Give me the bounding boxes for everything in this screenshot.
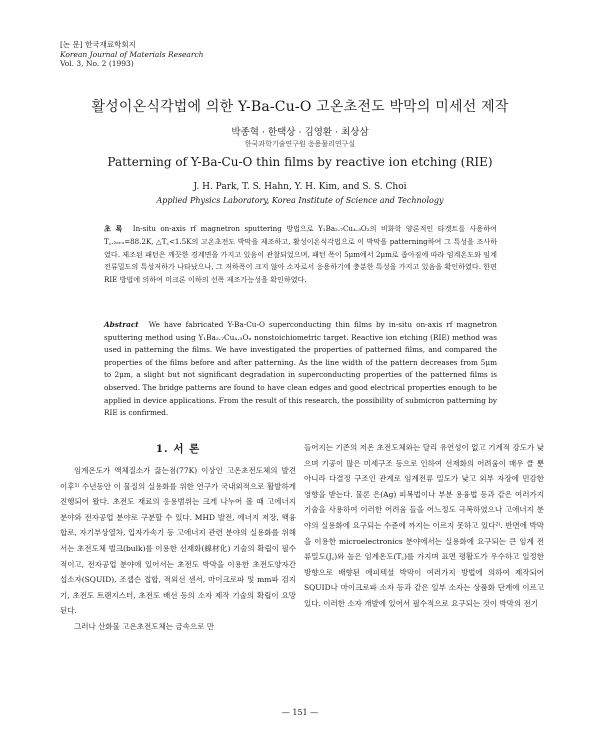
journal-name-en: Korean Journal of Materials Research [60,49,204,59]
body-paragraph: 들어지는 기존의 저온 초전도체와는 달리 유연성이 없고 기계적 강도가 낮으며 기공이 많은 미세구조 등으로 인하여 선재화의 어려움이 매우 클 뿐 아니라 다결정 구조인 관계로 임계전류 밀도가 낮고 외부 자장에 민감한 영향을 받는다. 물론 은(Ag) 피복법이나 부분 용융법 등과 같은 여러가지 기술을 사용하여 이러한 어려움 들을 어느정도 극복하였으나 고에너지 분야의 실용화에 요구되는 수준에 까지는 이르지 못하고 있다²⁾. 반면에 박막을 이용한 microelectronics 분야에서는 실용화에 요구되는 큰 임계 전류밀도(J꜀)와 높은 임계온도(T꜀)를 가지며 표면 평활도가 우수하고 일정한 방향으로 배향된 에피텍셜 박막이 여러가지 방법에 의하여 제작되어 SQUID나 마이크로파 소자 등과 같은 일부 소자는 상품화 단계에 이르고 있다. 이러한 소자 개발에 있어서 필수적으로 요구되는 것이 박막의 전기 [304,443,544,608]
body-paragraph: 임계온도가 액체질소가 끓는점(77K) 이상인 고온초전도체의 발견 이후¹⁾ 수년동안 이 물질의 실용화를 위한 연구가 국내외적으로 활발하게 진행되어 왔다. 초전도 재료의 응용범위는 크게 나누어 볼 때 고에너지 분야와 전자공업 분야로 구분할 수 있다. MHD 발전, 에너지 저장, 핵융합로, 자기부상열차, 입자가속기 등 고에너지 관련 분야의 실용화를 위해서는 초전도체 벌크(bulk)를 이용한 선재화(線材化) 기술의 확립이 필수적이고, 전자공업 분야에 있어서는 초전도 박막을 이용한 초전도양자간섭소자(SQUID), 조셉슨 접합, 적외선 센서, 마이크로파 및 mm파 검지기, 초전도 트랜지스터, 초전도 배선 등의 소자 제작 기술의 확립이 요망된다. [60,466,296,616]
body-left-column [60,463,296,635]
affiliation-ko: 한국과학기술연구원 응용물리연구실 [244,140,356,148]
body-paragraph: 그러나 산화물 고온초전도체는 금속으로 만 [74,621,214,631]
body-right-column [304,440,544,612]
abstract-ko-text: In-situ on-axis rf magnetron sputtering 방법으로 Y₁Ba₂.₇Cu₄.₃O₂의 비화학 양론적인 타겟트를 사용하여 T꜀.₂ₑᵣₒ=88.2K, △T꜀<1.5K의 고온초전도 박막을 제조하고, 활성이온식각법으로 이 박막을 patterning하여 그 특성을 조사하였다. 제조된 패턴은 깨끗한 경계면을 가지고 있음이 관찰되었으며, 패턴 폭이 5μm에서 2μm로 좁아짐에 따라 임계온도와 임계전류밀도의 특성저하가 나타났으나, 그 저하폭이 크지 않아 소자로서 응용하기에 충분한 특성을 가지고 있음을 확인하였다. 한편 RIE 방법에 의하여 미크론 이하의 선폭 제조가능성을 확인하였다. [104,224,497,285]
journal-volume: Vol. 3, No. 2 (1993) [60,59,134,68]
abstract-en-text: We have fabricated Y-Ba-Cu-O superconducting thin films by in-situ on-axis rf magnetron sputtering method using Y₁Ba₂.₇Cu₄.₃Oₓ nonstoichiometric target. Reactive ion etching (RIE) method was used in patterning the films. We have investigated the properties of patterned films, and compared the properties of the films before and after patterning. As the line width of the pattern decreases from 5μm to 2μm, a slight but not significant degradation in superconducting properties of the patterned films is observed. The bridge patterns are found to have clean edges and good electrical properties enough to be applied in device applications. From the result of this research, the possibility of submicron patterning by RIE is confirmed. [104,320,497,418]
paper-title-ko: 활성이온식각법에 의한 Y-Ba-Cu-O 고온초전도 박막의 미세선 제작 [91,99,509,115]
authors-ko: 박종혁 · 한택상 · 김영환 · 최상삼 [231,127,369,138]
abstract-en [104,319,497,420]
paper-title-en: Patterning of Y-Ba-Cu-O thin films by reactive ion etching (RIE) [107,155,493,169]
abstract-ko-label: 초 록 [104,224,123,233]
journal-header [60,40,203,69]
abstract-ko [104,223,497,287]
affiliation-en: Applied Physics Laboratory, Korea Institute of Science and Technology [156,196,444,205]
journal-name-ko: [논 문] 한국재료학회지 [60,40,136,49]
authors-en: J. H. Park, T. S. Hahn, Y. H. Kim, and S. S. Choi [193,182,407,192]
abstract-en-label: Abstract [104,320,139,329]
section-heading-intro: 1. 서 론 [155,443,201,455]
page-number: — 151 — [281,708,319,717]
